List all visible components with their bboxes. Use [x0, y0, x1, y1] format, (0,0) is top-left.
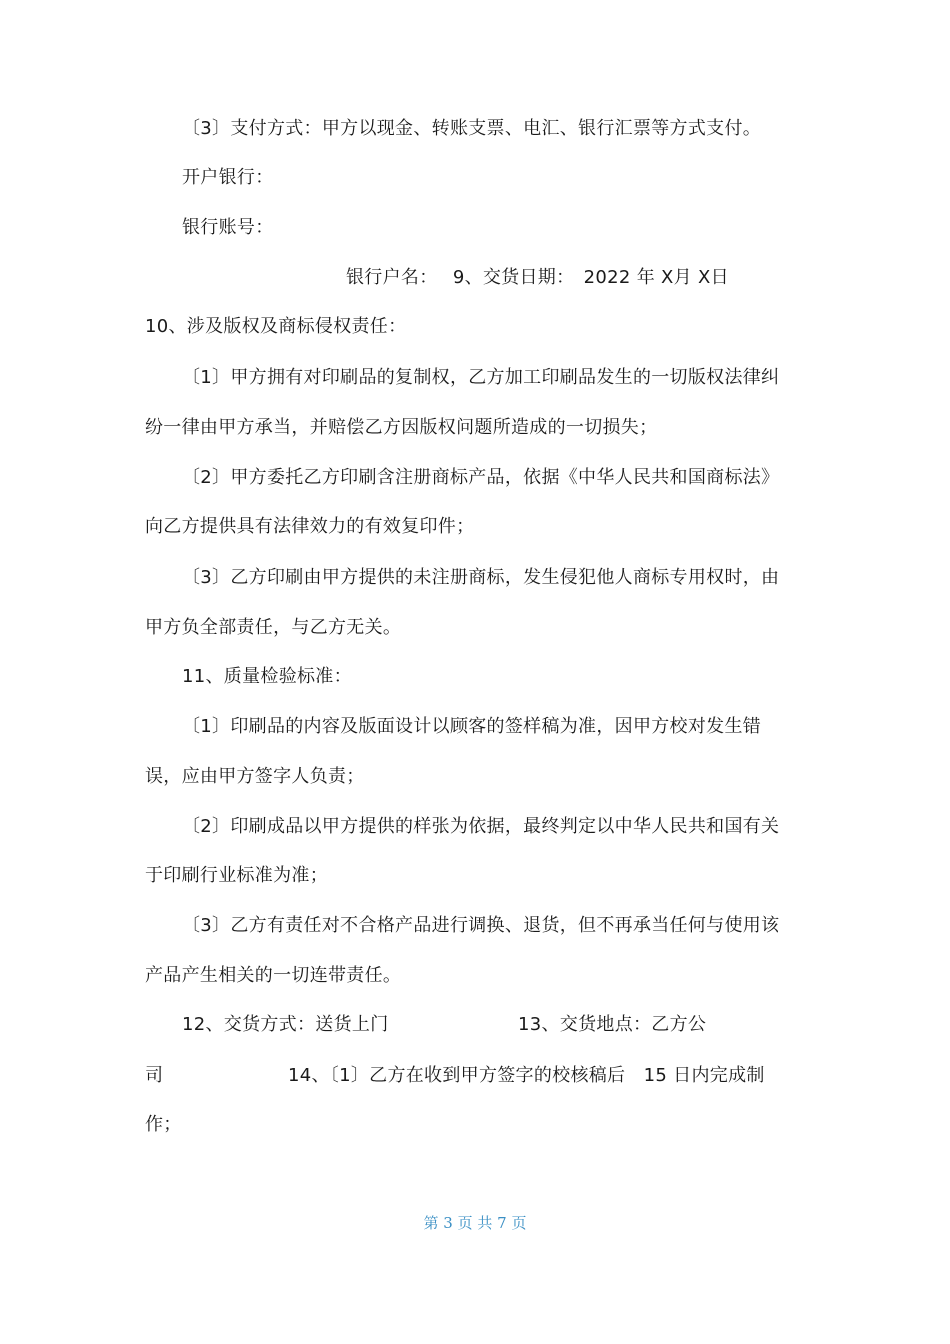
paragraph-line: 〔1〕甲方拥有对印刷品的复制权，乙方加工印刷品发生的一切版权法律纠: [182, 367, 780, 388]
page-number-footer: 第 3 页 共 7 页: [423, 1214, 527, 1232]
paragraph-line: 〔3〕乙方有责任对不合格产品进行调换、退货，但不再承当任何与使用该: [182, 915, 780, 936]
paragraph-line: 〔1〕印刷品的内容及版面设计以顾客的签样稿为准，因甲方校对发生错: [182, 716, 762, 737]
paragraph-line: 产品产生相关的一切连带责任。: [145, 965, 402, 986]
paragraph-line: 开户银行：: [182, 167, 274, 188]
paragraph-line: 〔3〕支付方式：甲方以现金、转账支票、电汇、银行汇票等方式支付。: [182, 118, 762, 139]
section-heading: 13、交货地点：乙方公: [518, 1014, 707, 1035]
paragraph-line: 向乙方提供具有法律效力的有效复印件；: [145, 516, 475, 537]
section-heading: 12、交货方式：送货上门: [182, 1014, 389, 1035]
paragraph-line: 作；: [145, 1114, 182, 1135]
section-heading: 14、〔1〕乙方在收到甲方签字的校核稿后 15 日内完成制: [288, 1065, 765, 1086]
paragraph-line: 于印刷行业标准为准；: [145, 865, 328, 886]
paragraph-line: 〔2〕印刷成品以甲方提供的样张为依据，最终判定以中华人民共和国有关: [182, 816, 780, 837]
section-heading: 11、质量检验标准：: [182, 666, 352, 687]
paragraph-line: 银行户名： 9、交货日期： 2022 年 X月 X日: [346, 267, 729, 288]
paragraph-line: 甲方负全部责任，与乙方无关。: [145, 617, 402, 638]
paragraph-line: 司: [145, 1065, 164, 1086]
paragraph-line: 〔3〕乙方印刷由甲方提供的未注册商标，发生侵犯他人商标专用权时，由: [182, 567, 780, 588]
section-heading: 10、涉及版权及商标侵权责任：: [145, 316, 407, 337]
paragraph-line: 〔2〕甲方委托乙方印刷含注册商标产品，依据《中华人民共和国商标法》: [182, 467, 780, 488]
paragraph-line: 误，应由甲方签字人负责；: [145, 766, 365, 787]
paragraph-line: 纷一律由甲方承当，并赔偿乙方因版权问题所造成的一切损失；: [145, 417, 658, 438]
paragraph-line: 银行账号：: [182, 217, 274, 238]
